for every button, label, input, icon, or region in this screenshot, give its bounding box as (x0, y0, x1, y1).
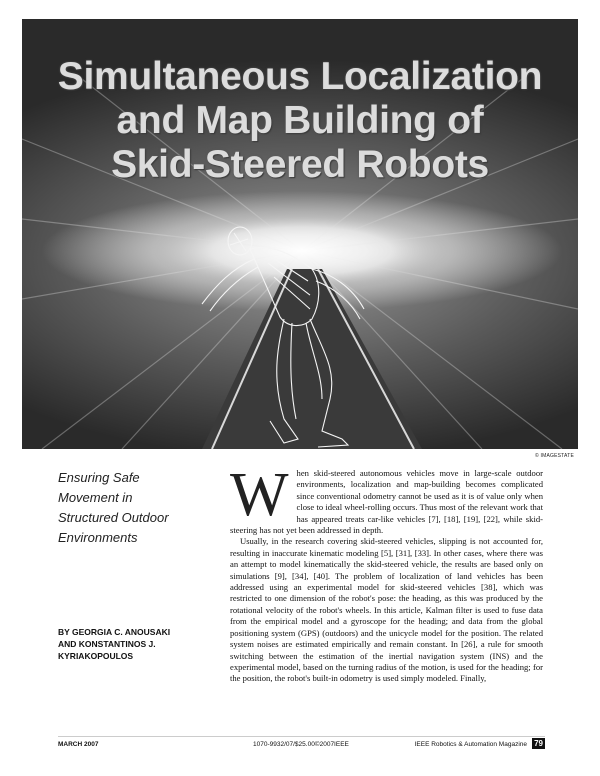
title-line: Skid-Steered Robots (111, 143, 489, 186)
subtitle-line: Ensuring Safe (58, 470, 140, 485)
drop-cap: W (230, 461, 289, 529)
body-text (230, 461, 543, 685)
page-footer (58, 736, 545, 751)
issue-date: MARCH 2007 (58, 741, 99, 748)
paragraph-2: Usually, in the research covering skid-steered vehicles, slipping is not accounted for, resulting in inaccurate kinematic modeling [5], [31], [33]. In other cases, where there was an attempt to model kinematically the skid-steered vehicle, the results are based only on simulations [9], [34], [40]. The problem of localization of land vehicles has been addressed using an experimental model for skid-steered vehicles [38], which was restricted to one dimension of the robot's pose: the heading, as this was produced by the rotational velocity of the robot's wheels. In this article, Kalman filter is used to fuse data from the empirical model and a gyroscope for the heading; and data from the global positioning system (GPS) (outdoors) and the unicycle model for the position. The related system noises are estimated empirically and remain constant. In [26], a rule for smooth switching between the estimation of the inertial navigation system (INS) and the experimental model, based on the turning radius of the motion, is used for the heading; for the position, the robot's built-in odometry is used simply modeled. Finally, (230, 536, 543, 684)
subtitle-line: Structured Outdoor (58, 510, 169, 525)
author-byline (58, 626, 228, 662)
article-subtitle (58, 468, 208, 548)
hero-image (22, 19, 578, 449)
subtitle-line: Movement in (58, 490, 133, 505)
author-line: BY GEORGIA C. ANOUSAKI (58, 627, 171, 637)
paragraph-1 (230, 461, 543, 536)
title-line: and Map Building of (116, 99, 484, 142)
issn-copyright: 1070-9932/07/$25.00©2007IEEE (253, 741, 349, 748)
magazine-name: IEEE Robotics & Automation Magazine (414, 741, 527, 748)
subtitle-line: Environments (58, 530, 138, 545)
title-line: Simultaneous Localization (57, 55, 543, 98)
image-credit: © IMAGESTATE (535, 453, 574, 459)
paragraph-1-text: hen skid-steered autonomous vehicles move in large-scale outdoor environments, localization and map-building becomes complicated since conventional odometry cannot be used as it is of value only when close to ideal wheel-rolling occurs. Thus most of the relevant work that has appeared treats car-like vehicles [7], [18], [19], [22], while skid-steering has not yet been addressed in depth. (230, 468, 543, 536)
article-title (22, 55, 578, 187)
page-number: 79 (534, 739, 543, 748)
road (202, 269, 422, 449)
author-line: AND KONSTANTINOS J. (58, 639, 156, 649)
author-line: KYRIAKOPOULOS (58, 651, 134, 661)
